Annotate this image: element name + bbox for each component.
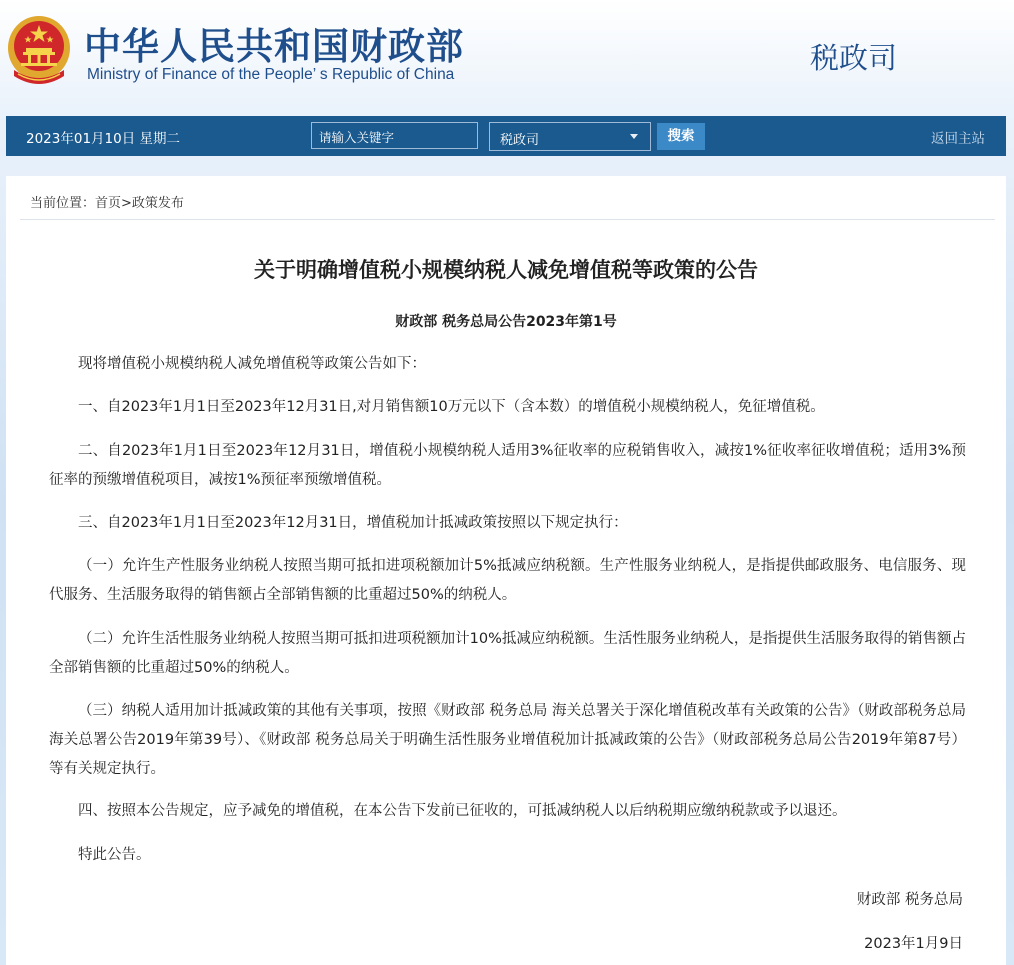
paragraph-1: 一、自2023年1月1日至2023年12月31日,对月销售额10万元以下（含本数）的增值税小规模纳税人，免征增值税。: [78, 399, 825, 415]
search-scope-value: 税政司: [500, 133, 540, 148]
paragraph-2: 二、自2023年1月1日至2023年12月31日，增值税小规模纳税人适用3%征收率的应税销售收入，减按1%征收率征收增值税；适用3%预征率的预缴增值税项目，减按1%预征率预缴增值税。: [49, 443, 966, 488]
paragraph-intro: 现将增值税小规模纳税人减免增值税等政策公告如下：: [78, 356, 426, 372]
article-panel: [6, 176, 1006, 965]
current-date: 2023年01月10日 星期二: [26, 131, 181, 147]
masthead: [0, 0, 1014, 110]
top-navbar: [6, 116, 1006, 156]
search-input[interactable]: 请输入关键字: [311, 122, 478, 149]
home-link[interactable]: 返回主站: [931, 131, 985, 147]
ministry-name-cn: 中华人民共和国财政部: [84, 25, 464, 68]
paragraph-closing: 特此公告。: [78, 847, 151, 863]
paragraph-3: 三、自2023年1月1日至2023年12月31日，增值税加计抵减政策按照以下规定执行：: [78, 515, 628, 531]
paragraph-4: 四、按照本公告规定，应予减免的增值税，在本公告下发前已征收的，可抵减纳税人以后纳税期应缴纳税款或予以退还。: [78, 803, 847, 819]
signatory: 财政部 税务总局: [856, 892, 963, 908]
chevron-down-icon: [630, 134, 638, 139]
paragraph-3-3: （三）纳税人适用加计抵减政策的其他有关事项，按照《财政部 税务总局 海关总署关于深化增值税改革有关政策的公告》（财政部税务总局 海关总署公告2019年第39号）、《财政部 税务总局关于明确生活性服务业增值税加计抵减政策的公告》（财政部税务总局公告2019年第87号）等有关规定执行。: [49, 703, 966, 777]
document-number: 财政部 税务总局公告2023年第1号: [395, 314, 617, 330]
paragraph-3-1: （一）允许生产性服务业纳税人按照当期可抵扣进项税额加计5%抵减应纳税额。生产性服务业纳税人，是指提供邮政服务、电信服务、现代服务、生活服务取得的销售额占全部销售额的比重超过50%的纳税人。: [49, 558, 966, 603]
breadcrumb[interactable]: 当前位置：首页>政策发布: [30, 196, 184, 211]
search-button[interactable]: 搜索: [657, 123, 705, 150]
divider: [20, 219, 995, 220]
article-title: 关于明确增值税小规模纳税人减免增值税等政策的公告: [254, 258, 758, 282]
paragraph-3-2: （二）允许生活性服务业纳税人按照当期可抵扣进项税额加计10%抵减应纳税额。生活性服务业纳税人，是指提供生活服务取得的销售额占全部销售额的比重超过50%的纳税人。: [49, 631, 966, 676]
issue-date: 2023年1月9日: [864, 936, 963, 952]
national-emblem-icon: [6, 14, 72, 86]
ministry-name-en: Ministry of Finance of the People’ s Republic of China: [87, 66, 455, 83]
department-name: 税政司: [810, 41, 898, 75]
search-scope-select[interactable]: [489, 122, 651, 151]
